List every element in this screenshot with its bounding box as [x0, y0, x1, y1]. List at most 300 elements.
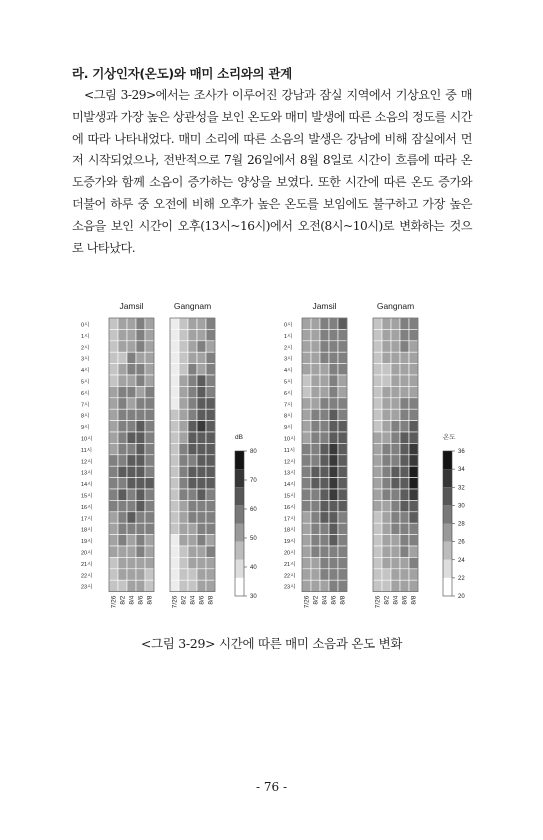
heatmap-cell [400, 500, 409, 511]
heatmap-cell [179, 409, 188, 420]
heatmap-cell [338, 421, 347, 432]
colorbar-tick-label: 50 [250, 536, 257, 542]
hour-tick-label: 5시 [284, 379, 293, 386]
heatmap-cell [409, 364, 418, 375]
heatmap-cell [145, 409, 154, 420]
heatmap-cell [302, 329, 311, 340]
heatmap-cell [409, 489, 418, 500]
heatmap-cell [311, 409, 320, 420]
heatmap-cell [136, 466, 145, 477]
heatmap-cell [188, 535, 197, 546]
heatmap-cell [145, 318, 154, 329]
heatmap-cell [109, 341, 118, 352]
heatmap-cell [338, 318, 347, 329]
heatmap-cell [170, 409, 179, 420]
heatmap-cell [391, 489, 400, 500]
heatmap-cell [382, 478, 391, 489]
heatmap-cell [188, 455, 197, 466]
heatmap-cell [136, 455, 145, 466]
heatmap-cell [179, 523, 188, 534]
figure-3-29-heatmaps [0, 290, 543, 630]
heatmap-cell [179, 398, 188, 409]
heatmap-cell [311, 580, 320, 591]
heatmap-cell [382, 546, 391, 557]
heatmap-cell [136, 500, 145, 511]
heatmap-cell [188, 523, 197, 534]
heatmap-cell [136, 557, 145, 568]
heatmap-cell [188, 318, 197, 329]
heatmap-cell [409, 557, 418, 568]
heatmap-cell [197, 557, 206, 568]
heatmap-cell [109, 432, 118, 443]
heatmap-cell [188, 546, 197, 557]
heatmap-cell [400, 375, 409, 386]
heatmap-cell [127, 352, 136, 363]
heatmap-cell [170, 512, 179, 523]
heatmap-cell [400, 557, 409, 568]
heatmap-cell [197, 432, 206, 443]
heatmap-cell [206, 352, 215, 363]
heatmap-cell [118, 432, 127, 443]
heatmap-cell [109, 443, 118, 454]
heatmap-cell [136, 512, 145, 523]
heatmap-cell [136, 398, 145, 409]
colorbar-tick-label: 80 [250, 449, 257, 455]
heatmap-cell [409, 580, 418, 591]
heatmap-cell [391, 364, 400, 375]
heatmap-cell [391, 421, 400, 432]
date-tick-label: 8/2 [180, 595, 188, 605]
heatmap-cell [145, 512, 154, 523]
heatmap-cell [338, 409, 347, 420]
heatmap-cell [118, 318, 127, 329]
heatmap-cell [329, 398, 338, 409]
heatmap-cell [127, 489, 136, 500]
heatmap-cell [118, 443, 127, 454]
heatmap-cell [382, 512, 391, 523]
colorbar-swatch [235, 505, 244, 523]
heatmap-cell [197, 512, 206, 523]
heatmap-cell [179, 580, 188, 591]
hour-tick-label: 6시 [284, 390, 293, 397]
heatmap-cell [302, 409, 311, 420]
heatmap-cell [197, 409, 206, 420]
heatmap-cell [206, 329, 215, 340]
hour-tick-label: 14시 [81, 482, 93, 489]
colorbar-swatch [443, 542, 452, 560]
heatmap-cell [338, 489, 347, 500]
heatmap-cell [400, 409, 409, 420]
heatmap-cell [118, 375, 127, 386]
heatmap-cell [338, 455, 347, 466]
heatmap-cell [311, 512, 320, 523]
heatmap-cell [391, 557, 400, 568]
heatmap-cell [320, 557, 329, 568]
heatmap-cell [145, 341, 154, 352]
heatmap-cell [118, 478, 127, 489]
hour-tick-label: 12시 [81, 459, 93, 466]
heatmap-cell [127, 478, 136, 489]
heatmap-cell [373, 432, 382, 443]
colorbar-tick-label: 36 [458, 449, 465, 455]
heatmap-cell [400, 580, 409, 591]
section-heading: 라. 기상인자(온도)와 매미 소리와의 관계 [72, 66, 292, 81]
heatmap-cell [145, 478, 154, 489]
colorbar-tick-label: 28 [458, 521, 465, 528]
hour-tick-label: 8시 [284, 413, 293, 420]
heatmap-cell [391, 409, 400, 420]
hour-tick-label: 4시 [81, 368, 90, 375]
heatmap-cell [311, 318, 320, 329]
heatmap-cell [206, 512, 215, 523]
heatmap-cell [206, 364, 215, 375]
heatmap-cell [391, 443, 400, 454]
heatmap-cell [320, 318, 329, 329]
heatmap-cell [311, 557, 320, 568]
heatmap-cell [311, 432, 320, 443]
heatmap-cell [179, 341, 188, 352]
heatmap-cell [400, 512, 409, 523]
heatmap-cell [127, 443, 136, 454]
heatmap-cell [409, 500, 418, 511]
heatmap-cell [382, 421, 391, 432]
heatmap-cell [329, 318, 338, 329]
heatmap-cell [302, 318, 311, 329]
heatmap-cell [170, 352, 179, 363]
colorbar-swatch [443, 560, 452, 578]
heatmap-cell [188, 364, 197, 375]
heatmap-cell [320, 489, 329, 500]
heatmap-cell [170, 569, 179, 580]
heatmap-cell [320, 523, 329, 534]
heatmap-cell [409, 455, 418, 466]
heatmap-cell [136, 341, 145, 352]
heatmap-cell [311, 523, 320, 534]
heatmap-cell [338, 432, 347, 443]
date-tick-label: 8/6 [330, 595, 338, 605]
heatmap-cell [170, 375, 179, 386]
heatmap-cell [320, 409, 329, 420]
heatmap-cell [188, 375, 197, 386]
heatmap-cell [338, 466, 347, 477]
heatmap-cell [118, 352, 127, 363]
colorbar-swatch [443, 524, 452, 542]
heatmap-cell [320, 455, 329, 466]
heatmap-cell [145, 329, 154, 340]
heatmap-cell [136, 329, 145, 340]
date-tick-label: 8/4 [128, 595, 136, 605]
heatmap-cell [320, 421, 329, 432]
heatmap-cell [373, 546, 382, 557]
hour-tick-label: 20시 [284, 550, 296, 557]
heatmap-cell [382, 329, 391, 340]
heatmap-cell [188, 569, 197, 580]
heatmap-cell [188, 443, 197, 454]
heatmap-cell [338, 478, 347, 489]
heatmap-cell [179, 329, 188, 340]
heatmap-cell [329, 478, 338, 489]
heatmap-cell [109, 455, 118, 466]
colorbar-tick-label: 22 [458, 575, 465, 582]
heatmap-cell [197, 398, 206, 409]
heatmap-cell [136, 352, 145, 363]
heatmap-cell [391, 580, 400, 591]
heatmap-cell [409, 478, 418, 489]
heatmap-cell [409, 318, 418, 329]
heatmap-cell [118, 569, 127, 580]
date-tick-label: 8/2 [312, 595, 320, 605]
heatmap-cell [118, 398, 127, 409]
heatmap-cell [197, 421, 206, 432]
colorbar-tick-label: 70 [250, 478, 257, 484]
heatmap-cell [170, 580, 179, 591]
hour-tick-label: 11시 [284, 447, 296, 454]
heatmap-cell [136, 569, 145, 580]
heatmap-cell [127, 557, 136, 568]
heatmap-cell [329, 409, 338, 420]
heatmap-cell [373, 409, 382, 420]
hour-tick-label: 3시 [81, 356, 90, 363]
heatmap-cell [400, 443, 409, 454]
heatmap-cell [109, 352, 118, 363]
heatmap-cell [373, 580, 382, 591]
heatmap-cell [118, 386, 127, 397]
heatmap-cell [179, 512, 188, 523]
heatmap-cell [391, 352, 400, 363]
heatmap-cell [400, 432, 409, 443]
heatmap-cell [118, 512, 127, 523]
heatmap-cell [302, 398, 311, 409]
heatmap-cell [338, 341, 347, 352]
heatmap-cell [118, 421, 127, 432]
heatmap-cell [302, 500, 311, 511]
heatmap-cell [127, 386, 136, 397]
heatmap-cell [206, 569, 215, 580]
heatmap-cell [118, 580, 127, 591]
heatmap-cell [206, 580, 215, 591]
heatmap-cell [109, 386, 118, 397]
colorbar-label: dB [235, 434, 243, 441]
heatmap-cell [302, 523, 311, 534]
hour-tick-label: 18시 [81, 527, 93, 534]
heatmap-cell [329, 466, 338, 477]
heatmap-cell [170, 455, 179, 466]
heatmap-cell [329, 569, 338, 580]
hour-tick-label: 16시 [81, 504, 93, 511]
heatmap-cell [136, 546, 145, 557]
panel-title: Gangnam [376, 301, 415, 311]
heatmap-cell [179, 432, 188, 443]
figure-caption: <그림 3-29> 시간에 따른 매미 소음과 온도 변화 [140, 636, 403, 651]
heatmap-cell [145, 546, 154, 557]
date-tick-label: 8/8 [146, 595, 154, 605]
hour-tick-label: 1시 [81, 333, 90, 340]
heatmap-cell [329, 512, 338, 523]
hour-tick-label: 5시 [81, 379, 90, 386]
heatmap-cell [109, 478, 118, 489]
heatmap-cell [382, 318, 391, 329]
heatmap-cell [338, 546, 347, 557]
heatmap-cell [197, 569, 206, 580]
heatmap-cell [206, 535, 215, 546]
heatmap-cell [338, 580, 347, 591]
colorbar-swatch [235, 469, 244, 487]
heatmap-cell [109, 409, 118, 420]
heatmap-cell [338, 364, 347, 375]
heatmap-cell [179, 443, 188, 454]
heatmap-cell [136, 364, 145, 375]
heatmap-cell [188, 489, 197, 500]
heatmap-cell [409, 329, 418, 340]
heatmap-cell [373, 535, 382, 546]
heatmap-cell [338, 398, 347, 409]
heatmap-cell [338, 375, 347, 386]
heatmap-cell [170, 364, 179, 375]
heatmap-cell [188, 478, 197, 489]
heatmap-cell [302, 443, 311, 454]
heatmap-cell [391, 341, 400, 352]
heatmap-cell [409, 421, 418, 432]
heatmap-cell [145, 523, 154, 534]
heatmap-cell [127, 580, 136, 591]
heatmap-cell [311, 569, 320, 580]
heatmap-cell [373, 341, 382, 352]
heatmap-cell [109, 421, 118, 432]
hour-tick-label: 6시 [81, 390, 90, 397]
heatmap-cell [338, 352, 347, 363]
page-number: - 76 - [255, 780, 287, 794]
heatmap-cell [145, 443, 154, 454]
heatmap-cell [136, 318, 145, 329]
heatmap-cell [409, 375, 418, 386]
heatmap-cell [118, 466, 127, 477]
heatmap-cell [179, 364, 188, 375]
heatmap-cell [302, 466, 311, 477]
hour-tick-label: 14시 [284, 482, 296, 489]
heatmap-cell [109, 546, 118, 557]
heatmap-cell [302, 580, 311, 591]
heatmap-cell [145, 398, 154, 409]
heatmap-cell [188, 421, 197, 432]
heatmap-cell [197, 318, 206, 329]
heatmap-cell [311, 546, 320, 557]
heatmap-cell [188, 352, 197, 363]
hour-tick-label: 23시 [81, 584, 93, 591]
heatmap-cell [409, 398, 418, 409]
heatmap-cell [311, 341, 320, 352]
heatmap-cell [320, 398, 329, 409]
colorbar-label: 온도 [443, 434, 456, 441]
hour-tick-label: 2시 [81, 345, 90, 352]
heatmap-cell [118, 489, 127, 500]
heatmap-cell [109, 535, 118, 546]
heatmap-cell [206, 341, 215, 352]
heatmap-cell [127, 512, 136, 523]
heatmap-cell [320, 375, 329, 386]
heatmap-cell [373, 386, 382, 397]
hour-tick-label: 9시 [284, 425, 293, 432]
heatmap-cell [127, 318, 136, 329]
heatmap-cell [409, 466, 418, 477]
heatmap-cell [320, 386, 329, 397]
heatmap-cell [197, 386, 206, 397]
heatmap-cell [373, 500, 382, 511]
heatmap-cell [391, 569, 400, 580]
heatmap-cell [338, 535, 347, 546]
heatmap-cell [127, 535, 136, 546]
heatmap-cell [400, 318, 409, 329]
heatmap-cell [329, 352, 338, 363]
heatmap-cell [170, 386, 179, 397]
heatmap-cell [311, 352, 320, 363]
hour-tick-label: 19시 [284, 539, 296, 546]
heatmap-cell [320, 580, 329, 591]
date-tick-label: 8/8 [410, 595, 418, 605]
colorbar-swatch [443, 505, 452, 523]
heatmap-cell [302, 535, 311, 546]
heatmap-cell [206, 398, 215, 409]
heatmap-cell [320, 466, 329, 477]
heatmap-cell [197, 478, 206, 489]
heatmap-cell [136, 580, 145, 591]
heatmap-cell [109, 375, 118, 386]
heatmap-cell [206, 443, 215, 454]
heatmap-cell [145, 421, 154, 432]
heatmap-cell [302, 489, 311, 500]
heatmap-cell [145, 466, 154, 477]
heatmap-cell [382, 569, 391, 580]
heatmap-cell [118, 546, 127, 557]
heatmap-cell [400, 329, 409, 340]
heatmap-cell [127, 375, 136, 386]
heatmap-cell [302, 557, 311, 568]
heatmap-cell [188, 386, 197, 397]
heatmap-cell [329, 580, 338, 591]
heatmap-cell [409, 443, 418, 454]
heatmap-cell [118, 523, 127, 534]
heatmap-cell [197, 364, 206, 375]
heatmap-cell [188, 341, 197, 352]
heatmap-cell [329, 500, 338, 511]
heatmap-cell [302, 546, 311, 557]
heatmap-cell [206, 478, 215, 489]
heatmap-cell [197, 500, 206, 511]
heatmap-cell [109, 398, 118, 409]
heatmap-cell [179, 421, 188, 432]
heatmap-cell [311, 329, 320, 340]
heatmap-cell [170, 500, 179, 511]
heatmap-cell [329, 557, 338, 568]
heatmap-cell [170, 478, 179, 489]
heatmap-cell [118, 409, 127, 420]
heatmap-cell [197, 489, 206, 500]
heatmap-cell [382, 580, 391, 591]
heatmap-cell [145, 535, 154, 546]
heatmap-cell [302, 375, 311, 386]
heatmap-cell [373, 569, 382, 580]
date-tick-label: 8/4 [189, 595, 197, 605]
heatmap-cell [400, 421, 409, 432]
heatmap-cell [320, 569, 329, 580]
heatmap-cell [179, 557, 188, 568]
heatmap-cell [409, 512, 418, 523]
heatmap-cell [311, 364, 320, 375]
heatmap-cell [145, 569, 154, 580]
hour-tick-label: 15시 [284, 493, 296, 500]
heatmap-cell [145, 386, 154, 397]
heatmap-cell [127, 421, 136, 432]
heatmap-cell [197, 375, 206, 386]
